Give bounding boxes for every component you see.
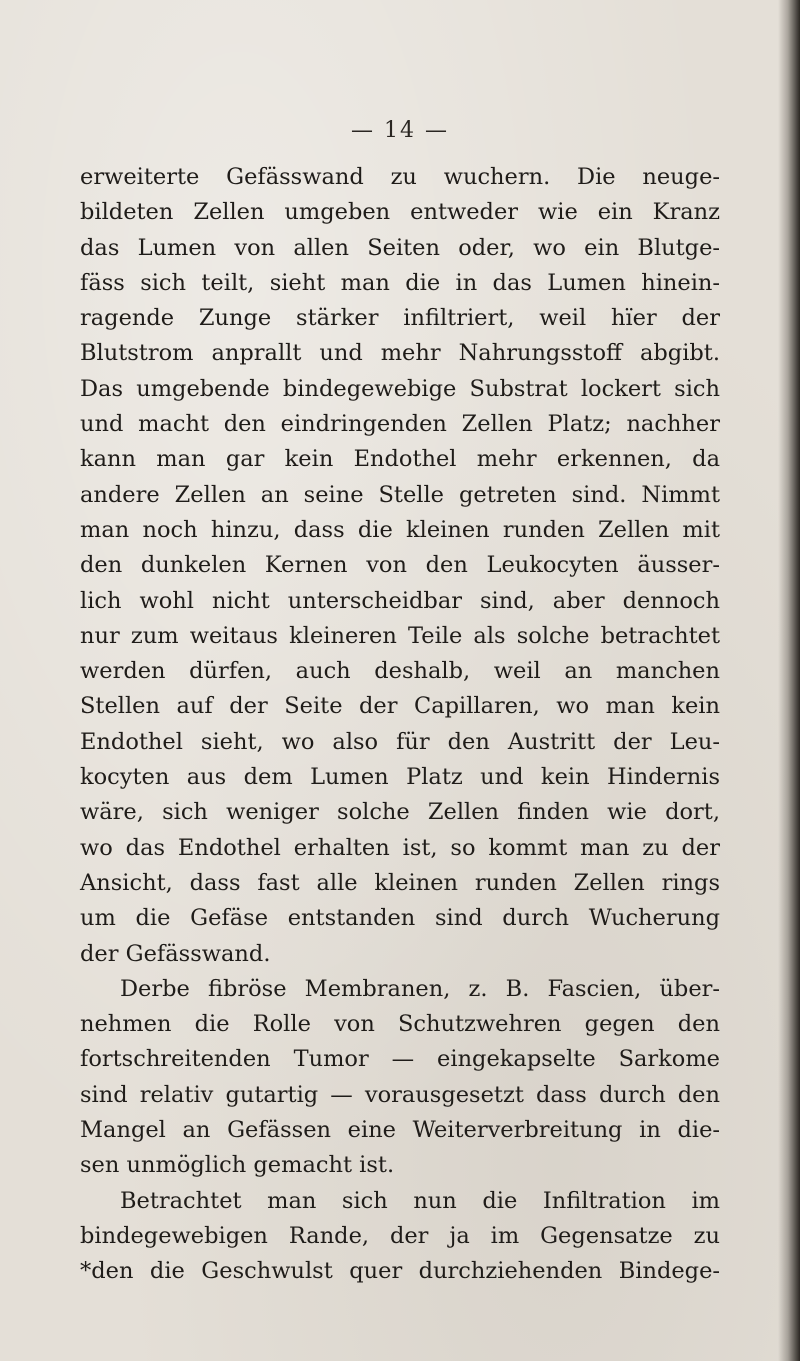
text-line: Ansicht, dass fast alle kleinen runden Zellen rings bbox=[80, 869, 720, 896]
text-line: man noch hinzu, dass die kleinen runden Zellen mit bbox=[80, 516, 720, 543]
text-line: Blutstrom anprallt und mehr Nahrungsstoff abgibt. bbox=[80, 340, 720, 367]
text-line: nehmen die Rolle von Schutzwehren gegen den bbox=[80, 1011, 720, 1038]
paragraph-start-line: Betrachtet man sich nun die Infiltration im bbox=[120, 1187, 720, 1214]
text-line: *den die Geschwulst quer durchziehenden Bindege- bbox=[80, 1258, 720, 1285]
text-line: sind relativ gutartig — vorausgesetzt dass durch den bbox=[80, 1081, 720, 1108]
paragraph-start-line: Derbe fibröse Membranen, z. B. Fascien, über- bbox=[120, 975, 720, 1002]
text-line: Stellen auf der Seite der Capillaren, wo man kein bbox=[80, 693, 720, 720]
text-line: Das umgebende bindegewebige Substrat lockert sich bbox=[80, 375, 720, 402]
text-line: wo das Endothel erhalten ist, so kommt man zu der bbox=[80, 834, 720, 861]
paragraph-end-line: sen unmöglich gemacht ist. bbox=[80, 1152, 395, 1179]
text-line: bindegewebigen Rande, der ja im Gegensatze zu bbox=[80, 1222, 720, 1249]
text-line: fortschreitenden Tumor — eingekapselte Sarkome bbox=[80, 1046, 720, 1073]
text-line: Endothel sieht, wo also für den Austritt der Leu- bbox=[80, 728, 720, 755]
text-line: kann man gar kein Endothel mehr erkennen, da bbox=[80, 446, 720, 473]
text-line: lich wohl nicht unterscheidbar sind, aber dennoch bbox=[80, 587, 720, 614]
text-line: bildeten Zellen umgeben entweder wie ein Kranz bbox=[80, 199, 720, 226]
text-line: kocyten aus dem Lumen Platz und kein Hindernis bbox=[80, 764, 720, 791]
text-line: fäss sich teilt, sieht man die in das Lumen hinein- bbox=[80, 269, 720, 296]
text-line: andere Zellen an seine Stelle getreten sind. Nimmt bbox=[80, 481, 720, 508]
text-line: wäre, sich weniger solche Zellen finden wie dort, bbox=[80, 799, 720, 826]
text-line: den dunkelen Kernen von den Leukocyten äusser- bbox=[80, 552, 720, 579]
text-line: um die Gefäse entstanden sind durch Wucherung bbox=[80, 905, 720, 932]
text-line: ragende Zunge stärker infiltriert, weil hïer der bbox=[80, 305, 720, 332]
text-line: und macht den eindringenden Zellen Platz; nachher bbox=[80, 411, 720, 438]
body-text bbox=[80, 160, 720, 1290]
text-line: das Lumen von allen Seiten oder, wo ein Blutge- bbox=[80, 234, 720, 261]
text-line: werden dürfen, auch deshalb, weil an manchen bbox=[80, 658, 720, 685]
paragraph-end-line: der Gefässwand. bbox=[80, 940, 271, 967]
page-number: — 14 — bbox=[351, 118, 449, 143]
text-line: erweiterte Gefässwand zu wuchern. Die neuge- bbox=[80, 164, 720, 190]
page-binding-shadow bbox=[778, 0, 800, 1361]
text-line: Mangel an Gefässen eine Weiterverbreitung in die- bbox=[80, 1117, 720, 1144]
text-line: nur zum weitaus kleineren Teile als solche betrachtet bbox=[80, 622, 720, 649]
